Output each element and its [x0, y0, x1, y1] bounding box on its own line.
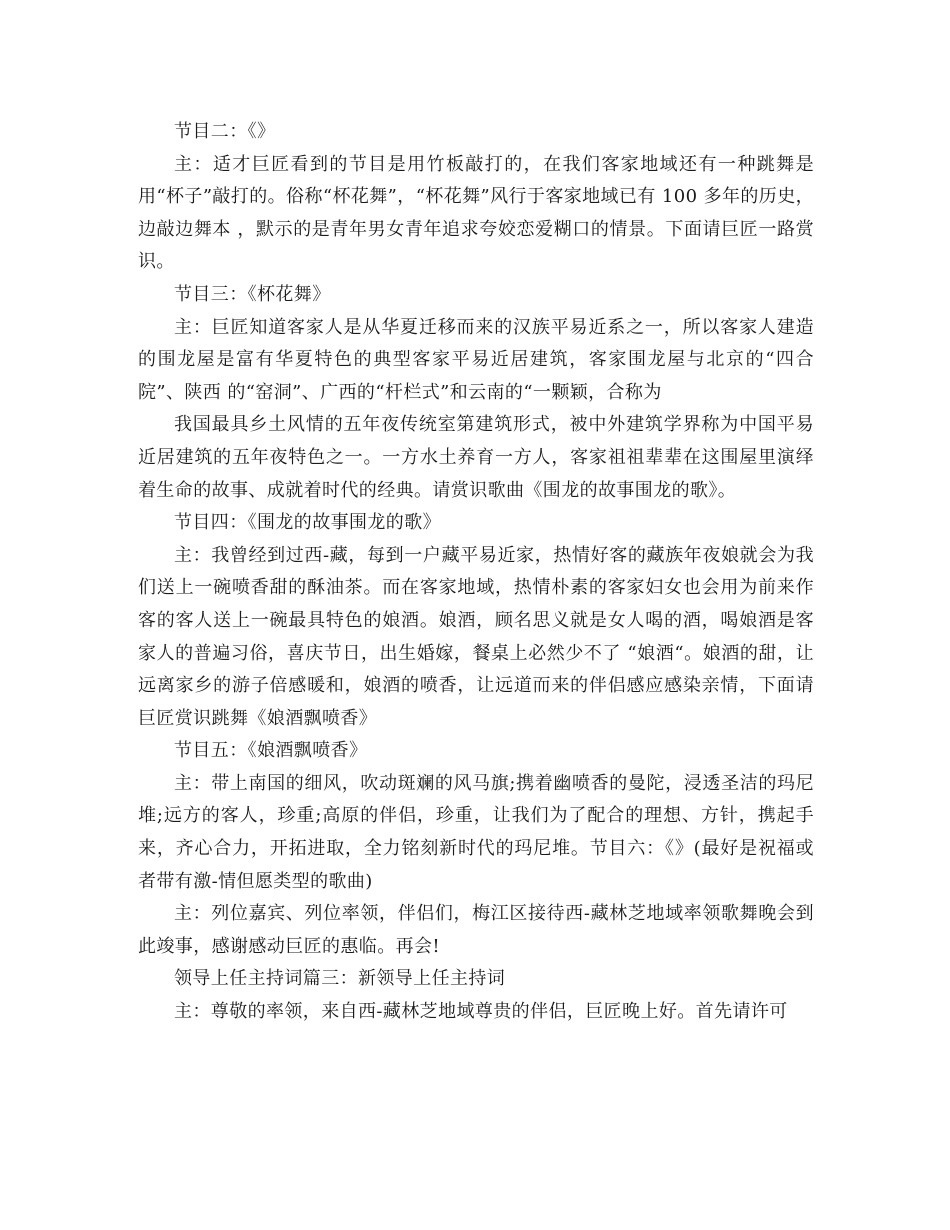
- section-three-heading: 领导上任主持词篇三：新领导上任主持词: [174, 968, 506, 990]
- host-paragraph-cup-dance-intro: 主：适才巨匠看到的节目是用竹板敲打的，在我们客家地域还有一种跳舞是用“杯子”敲打的。俗称“杯花舞”，“杯花舞”风行于客家地域已有 100 多年的历史，边敲边舞本 ，默示的是青年男女青年追求夸姣恋爱糊口的情景。下面请巨匠一路赏识。: [138, 153, 814, 273]
- host-paragraph-mani-pile: 主：带上南国的细风，吹动斑斓的风马旗;携着幽喷香的曼陀，浸透圣洁的玛尼堆;远方的客人，珍重;高原的伴侣，珍重，让我们为了配合的理想、方针，携起手来，齐心合力，开拓进取，全力铭刻新时代的玛尼堆。节目六：《》(最好是祝福或者带有激-情但愿类型的歌曲): [138, 772, 814, 892]
- program-two-heading: 节目二：《》: [174, 121, 276, 142]
- host-paragraph-closing: 主：列位嘉宾、列位率领，伴侣们，梅江区接待西-藏林芝地域率领歌舞晚会到此竣事，感谢感动巨匠的惠临。再会!: [138, 903, 814, 957]
- document-body: [138, 116, 814, 1029]
- paragraph-residential-architecture: 我国最具乡土风情的五年夜传统室第建筑形式，被中外建筑学界称为中国平易近居建筑的五年夜特色之一。一方水土养育一方人，客家祖祖辈辈在这围屋里演绎着生命的故事、成就着时代的经典。请赏识歌曲《围龙的故事围龙的歌》。: [138, 414, 814, 501]
- host-paragraph-niang-wine: 主：我曾经到过西-藏，每到一户藏平易近家，热情好客的藏族年夜娘就会为我们送上一碗喷香甜的酥油茶。而在客家地域，热情朴素的客家妇女也会用为前来作客的客人送上一碗最具特色的娘酒。娘酒，顾名思义就是女人喝的酒，喝娘酒是客家人的普遍习俗，喜庆节日，出生婚嫁，餐桌上必然少不了 “娘酒“。娘酒的甜，让远离家乡的游子倍感暖和，娘酒的喷香，让远道而来的伴侣感应感染亲情，下面请巨匠赏识跳舞《娘酒飘喷香》: [138, 544, 814, 729]
- host-paragraph-new-leader-opening: 主：尊敬的率领，来自西-藏林芝地域尊贵的伴侣，巨匠晚上好。首先请许可: [174, 1001, 788, 1023]
- program-three-heading: 节目三：《杯花舞》: [174, 283, 331, 305]
- host-paragraph-round-house: 主：巨匠知道客家人是从华夏迁移而来的汉族平易近系之一，所以客家人建造的围龙屋是富有华夏特色的典型客家平易近居建筑，客家围龙屋与北京的“四合院”、陕西 的“窑洞”、广西的“杆栏式”和云南的“一颗颖，合称为: [138, 316, 814, 403]
- program-five-heading: 节目五：《娘酒飘喷香》: [174, 740, 368, 762]
- program-four-heading: 节目四：《围龙的故事围龙的歌》: [174, 512, 441, 534]
